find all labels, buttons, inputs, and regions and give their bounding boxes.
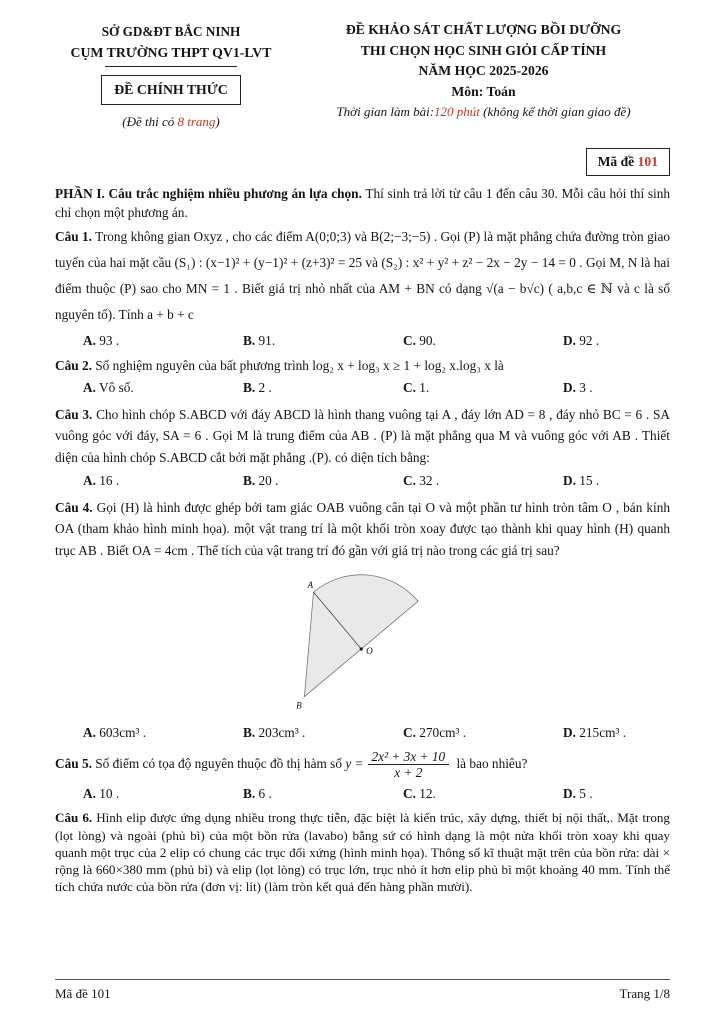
question-2-body: Số nghiệm nguyên của bất phương trình log₂ x + log₃ x ≥ 1 + log₂ x.log₃ x là	[91, 358, 504, 374]
question-3-option-a	[83, 471, 243, 490]
school-name-underline	[105, 66, 237, 67]
part1-heading-bold: PHẦN I. Câu trắc nghiệm nhiều phương án lựa chọn.	[55, 185, 362, 201]
question-2	[55, 356, 670, 398]
question-4-option-c	[403, 723, 563, 742]
option-key: D.	[563, 786, 576, 802]
question-5-option-a	[83, 784, 243, 803]
question-4-body: Gọi (H) là hình được ghép bởi tam giác OAB vuông cân tại O và một phần tư hình tròn tâm O , bán kính OA (tham khảo hình minh họa). một vật trang trí là một khối tròn xoay được tạo thành khi quay hình (H) quanh trục AB . Biết OA = 4cm . Thể tích của vật trang trí đó gần với giá trị nào trong các giá trị sau?	[55, 499, 671, 558]
option-label: 12.	[415, 786, 436, 802]
pages-note-count: 8 trang	[177, 114, 216, 130]
option-label: 6 .	[255, 786, 272, 802]
question-1-option-b	[243, 331, 403, 350]
question-5-options	[55, 784, 670, 803]
option-key: A.	[83, 786, 96, 802]
exam-header	[55, 16, 670, 132]
option-label: 203cm³ .	[255, 725, 306, 741]
option-key: B.	[243, 473, 256, 489]
exam-code-box	[586, 148, 670, 176]
question-3-label: Câu 3.	[55, 406, 93, 422]
question-1-option-c	[403, 331, 563, 350]
q4-figure-wrap	[55, 569, 670, 717]
question-6	[55, 809, 670, 895]
question-1-label: Câu 1.	[55, 229, 93, 245]
option-key: D.	[563, 380, 576, 396]
option-label: 90.	[415, 332, 436, 348]
q5-equation-lhs: y =	[345, 755, 364, 771]
option-label: 2 .	[255, 380, 272, 396]
option-label: 3 .	[575, 380, 593, 396]
question-1-body: Trong không gian Oxyz , cho các điểm A(0;0;3) và B(2;−3;−5) . Gọi (P) là mặt phẳng chứa đường tròn giao tuyến của hai mặt cầu (S₁) : (x−1)² + (y−1)² + (z+3)² = 25 và (S₂) : x² + y² + z² − 2x − 2y − 14 = 0 . Gọi M, N là hai điểm thuộc (P) sao cho MN = 1 . Biết giá trị nhỏ nhất của AM + BN có dạng √(a − b√c) ( a,b,c ∈ ℕ và c là số nguyên tố). Tính a + b + c	[55, 229, 670, 322]
option-key: C.	[403, 786, 416, 802]
header-right	[297, 16, 670, 132]
time-note-prefix: Thời gian làm bài:	[336, 104, 435, 120]
option-label: 5 .	[575, 786, 593, 802]
q4-point-o-dot	[359, 648, 362, 651]
question-3-text	[55, 404, 670, 469]
q4-label-o: O	[365, 646, 373, 657]
question-3-options	[55, 471, 670, 490]
option-key: A.	[83, 380, 96, 396]
footer-page-number: Trang 1/8	[619, 986, 670, 1002]
exam-title-line2: THI CHỌN HỌC SINH GIỎI CẤP TỈNH	[360, 42, 607, 58]
q4-shape-region	[304, 575, 418, 697]
option-label: 16 .	[95, 473, 120, 489]
question-5-body-after: là bao nhiêu?	[453, 755, 528, 771]
option-label: 603cm³ .	[95, 725, 147, 741]
school-name: CỤM TRƯỜNG THPT QV1-LVT	[70, 45, 272, 61]
question-1-text	[55, 224, 670, 328]
header-left	[55, 16, 287, 132]
question-4-option-d	[563, 723, 626, 742]
question-2-option-b	[243, 378, 403, 397]
question-6-text	[55, 809, 670, 895]
option-key: D.	[563, 332, 576, 348]
option-label: 1.	[415, 380, 430, 396]
option-key: B.	[243, 380, 256, 396]
option-label: 10 .	[95, 786, 120, 802]
exam-title-line1: ĐỀ KHẢO SÁT CHẤT LƯỢNG BỒI DƯỠNG	[345, 22, 622, 37]
question-5-body-before: Số điểm có tọa độ nguyên thuộc đồ thị hàm số	[91, 755, 346, 771]
question-5	[55, 749, 670, 804]
option-key: A.	[83, 473, 96, 489]
q4-label-b: B	[295, 700, 302, 711]
question-4	[55, 497, 670, 743]
question-2-label: Câu 2.	[55, 358, 92, 374]
part1-heading	[55, 184, 670, 223]
q5-fraction-numerator: 2x² + 3x + 10	[368, 749, 450, 766]
question-5-option-b	[243, 784, 403, 803]
option-label: 32 .	[415, 473, 440, 489]
exam-code-value: 101	[637, 153, 658, 169]
question-3	[55, 404, 670, 491]
question-4-option-a	[83, 723, 243, 742]
question-3-body: Cho hình chóp S.ABCD với đáy ABCD là hình thang vuông tại A , đáy lớn AD = 8 , đáy nhỏ BC = 6 . SA vuông góc với đáy, SA = 6 . Gọi M là trung điểm của AB . (P) là mặt phẳng qua M và vuông góc với AB . Thiết diện của hình chóp S.ABCD cắt bởi mặt phẳng .(P). có diện tích bằng:	[55, 406, 670, 465]
option-label: 15 .	[575, 473, 600, 489]
question-4-options	[55, 723, 670, 742]
question-2-option-d	[563, 378, 593, 397]
pages-note-prefix: (Đề thi có	[122, 114, 178, 130]
subject-line: Môn: Toán	[451, 83, 516, 99]
option-label: 20 .	[255, 473, 279, 489]
question-3-option-c	[403, 471, 563, 490]
question-4-option-b	[243, 723, 403, 742]
option-key: D.	[563, 725, 576, 741]
option-key: A.	[83, 725, 96, 741]
question-1-option-a	[83, 331, 243, 350]
option-key: C.	[403, 332, 416, 348]
option-key: C.	[403, 380, 416, 396]
department-name: SỞ GD&ĐT BẮC NINH	[101, 24, 241, 39]
question-4-label: Câu 4.	[55, 499, 93, 515]
question-2-options	[55, 378, 670, 397]
option-label: 215cm³ .	[575, 725, 627, 741]
question-6-label: Câu 6.	[55, 810, 93, 826]
option-key: B.	[243, 786, 256, 802]
question-5-option-c	[403, 784, 563, 803]
question-4-text	[55, 497, 670, 562]
question-5-text	[55, 749, 670, 781]
question-3-option-b	[243, 471, 403, 490]
official-exam-box: ĐỀ CHÍNH THỨC	[101, 75, 240, 105]
footer-exam-code: Mã đề 101	[55, 986, 111, 1002]
part1-heading-text: Thí sinh trả lời từ câu 1 đến câu 30. Mỗi câu hỏi thí sinh chỉ chọn một phương án.	[55, 185, 670, 220]
option-label: 270cm³ .	[415, 725, 467, 741]
q4-label-a: A	[307, 580, 313, 591]
question-5-option-d	[563, 784, 593, 803]
time-note-suffix: (không kể thời gian giao đề)	[479, 104, 631, 120]
question-2-option-c	[403, 378, 563, 397]
exam-code-row	[55, 148, 670, 176]
page-footer	[55, 979, 670, 1004]
option-key: C.	[403, 725, 416, 741]
option-label: 91.	[255, 332, 276, 348]
question-1	[55, 224, 670, 350]
option-key: A.	[83, 332, 96, 348]
question-2-text	[55, 356, 670, 375]
option-key: B.	[243, 725, 256, 741]
option-label: 92 .	[575, 332, 600, 348]
question-5-label: Câu 5.	[55, 755, 92, 771]
exam-code-label: Mã đề	[597, 153, 638, 169]
q5-fraction	[368, 749, 450, 781]
option-label: 93 .	[95, 332, 120, 348]
pages-note-suffix: )	[215, 114, 220, 130]
q5-fraction-denominator: x + 2	[394, 765, 423, 781]
time-note-duration: 120 phút	[434, 104, 480, 120]
school-year: NĂM HỌC 2025-2026	[418, 63, 549, 79]
question-1-option-d	[563, 331, 599, 350]
q4-figure	[287, 569, 439, 712]
option-key: D.	[563, 473, 576, 489]
option-key: C.	[403, 473, 416, 489]
question-3-option-d	[563, 471, 599, 490]
pages-note	[55, 113, 287, 132]
question-2-option-a	[83, 378, 243, 397]
option-label: Vô số.	[95, 380, 134, 396]
question-6-body: Hình elip được ứng dụng nhiều trong thực tiễn, đặc biệt là kiến trúc, xây dựng, thiết bị nội thất,. Mặt trong (lọt lòng) và ngoài (phủ bì) của một bồn rửa (lavabo) bằng sứ có hình dạng là một nửa khối tròn xoay khi quay quanh một trục của 2 elip có chung các trục đối xứng (hình minh họa). Thông số kĩ thuật mặt trên của bồn rửa: dài × rộng là 660×380 mm (phủ bì) và elip (lọt lòng) có trục lớn, trục nhỏ ít hơn elip phủ bì một khoảng 40 mm. Tính thể tích chứa nước của bồn rửa (đơn vị: lít) (làm tròn kết quả đến hàng phần mười).	[55, 810, 670, 895]
option-key: B.	[243, 332, 256, 348]
time-note	[297, 103, 670, 122]
question-1-options	[55, 331, 670, 350]
